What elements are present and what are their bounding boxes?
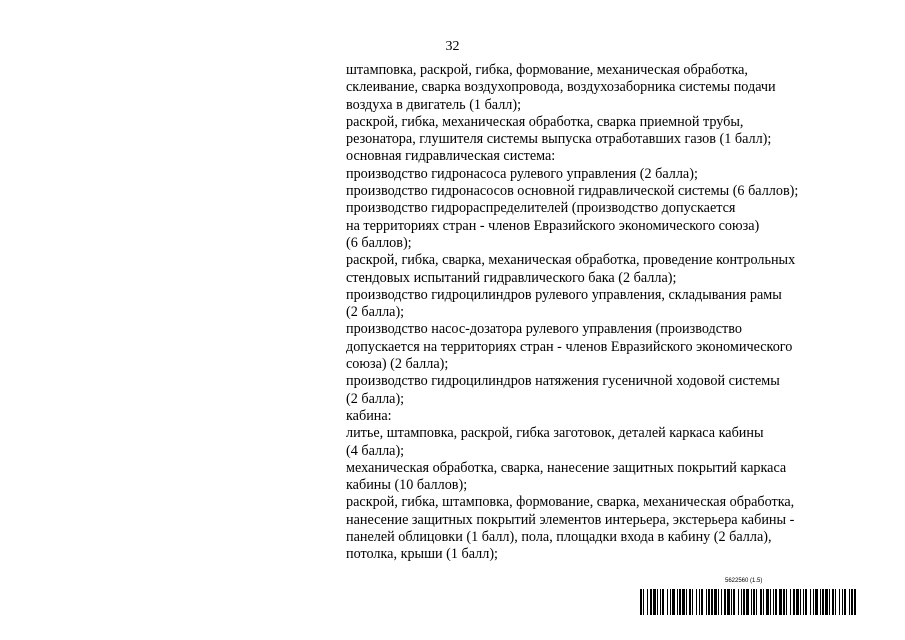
text-line: союза) (2 балла); bbox=[346, 356, 449, 373]
document-body bbox=[346, 62, 846, 564]
text-line: (6 баллов); bbox=[346, 234, 412, 251]
text-line: (2 балла); bbox=[346, 390, 405, 407]
text-line: на территориях стран - членов Евразийского экономического союза) bbox=[346, 217, 760, 234]
text-line: штамповка, раскрой, гибка, формование, механическая обработка, bbox=[346, 62, 748, 78]
text-line: производство гидронасосов основной гидравлической системы (6 баллов); bbox=[346, 183, 799, 200]
page-number: 32 bbox=[445, 39, 460, 54]
text-line: стендовых испытаний гидравлического бака (2 балла); bbox=[346, 269, 677, 286]
text-line: нанесение защитных покрытий элементов интерьера, экстерьера кабины - bbox=[346, 511, 795, 528]
barcode-caption: 5622560 (1.5) bbox=[725, 578, 763, 584]
text-line: производство гидрораспределителей (производство допускается bbox=[346, 200, 736, 217]
text-line: воздуха в двигатель (1 балл); bbox=[346, 96, 522, 113]
text-line: производство насос-дозатора рулевого управления (производство bbox=[346, 321, 742, 338]
text-line: производство гидроцилиндров натяжения гусеничной ходовой системы bbox=[346, 373, 780, 390]
text-line: производство гидроцилиндров рулевого управления, складывания рамы bbox=[346, 286, 782, 303]
text-line: допускается на территориях стран - членов Евразийского экономического bbox=[346, 338, 793, 355]
text-line: склеивание, сварка воздухопровода, воздухозаборника системы подачи bbox=[346, 79, 776, 96]
text-line: кабина: bbox=[346, 407, 392, 424]
barcode bbox=[640, 589, 856, 615]
text-line: кабины (10 баллов); bbox=[346, 477, 468, 494]
text-line: раскрой, гибка, сварка, механическая обработка, проведение контрольных bbox=[346, 252, 796, 269]
text-line: производство гидронасоса рулевого управления (2 балла); bbox=[346, 165, 698, 182]
text-line: панелей облицовки (1 балл), пола, площадки входа в кабину (2 балла), bbox=[346, 529, 772, 546]
text-line: резонатора, глушителя системы выпуска отработавших газов (1 балл); bbox=[346, 131, 772, 148]
text-line: потолка, крыши (1 балл); bbox=[346, 546, 498, 563]
text-line: основная гидравлическая система: bbox=[346, 148, 556, 165]
text-line: (2 балла); bbox=[346, 304, 405, 321]
text-line: раскрой, гибка, механическая обработка, сварка приемной трубы, bbox=[346, 113, 744, 130]
text-line: (4 балла); bbox=[346, 442, 405, 459]
text-line: раскрой, гибка, штамповка, формование, сварка, механическая обработка, bbox=[346, 494, 795, 511]
text-line: литье, штамповка, раскрой, гибка заготовок, деталей каркаса кабины bbox=[346, 425, 764, 442]
text-line: механическая обработка, сварка, нанесение защитных покрытий каркаса bbox=[346, 459, 787, 476]
